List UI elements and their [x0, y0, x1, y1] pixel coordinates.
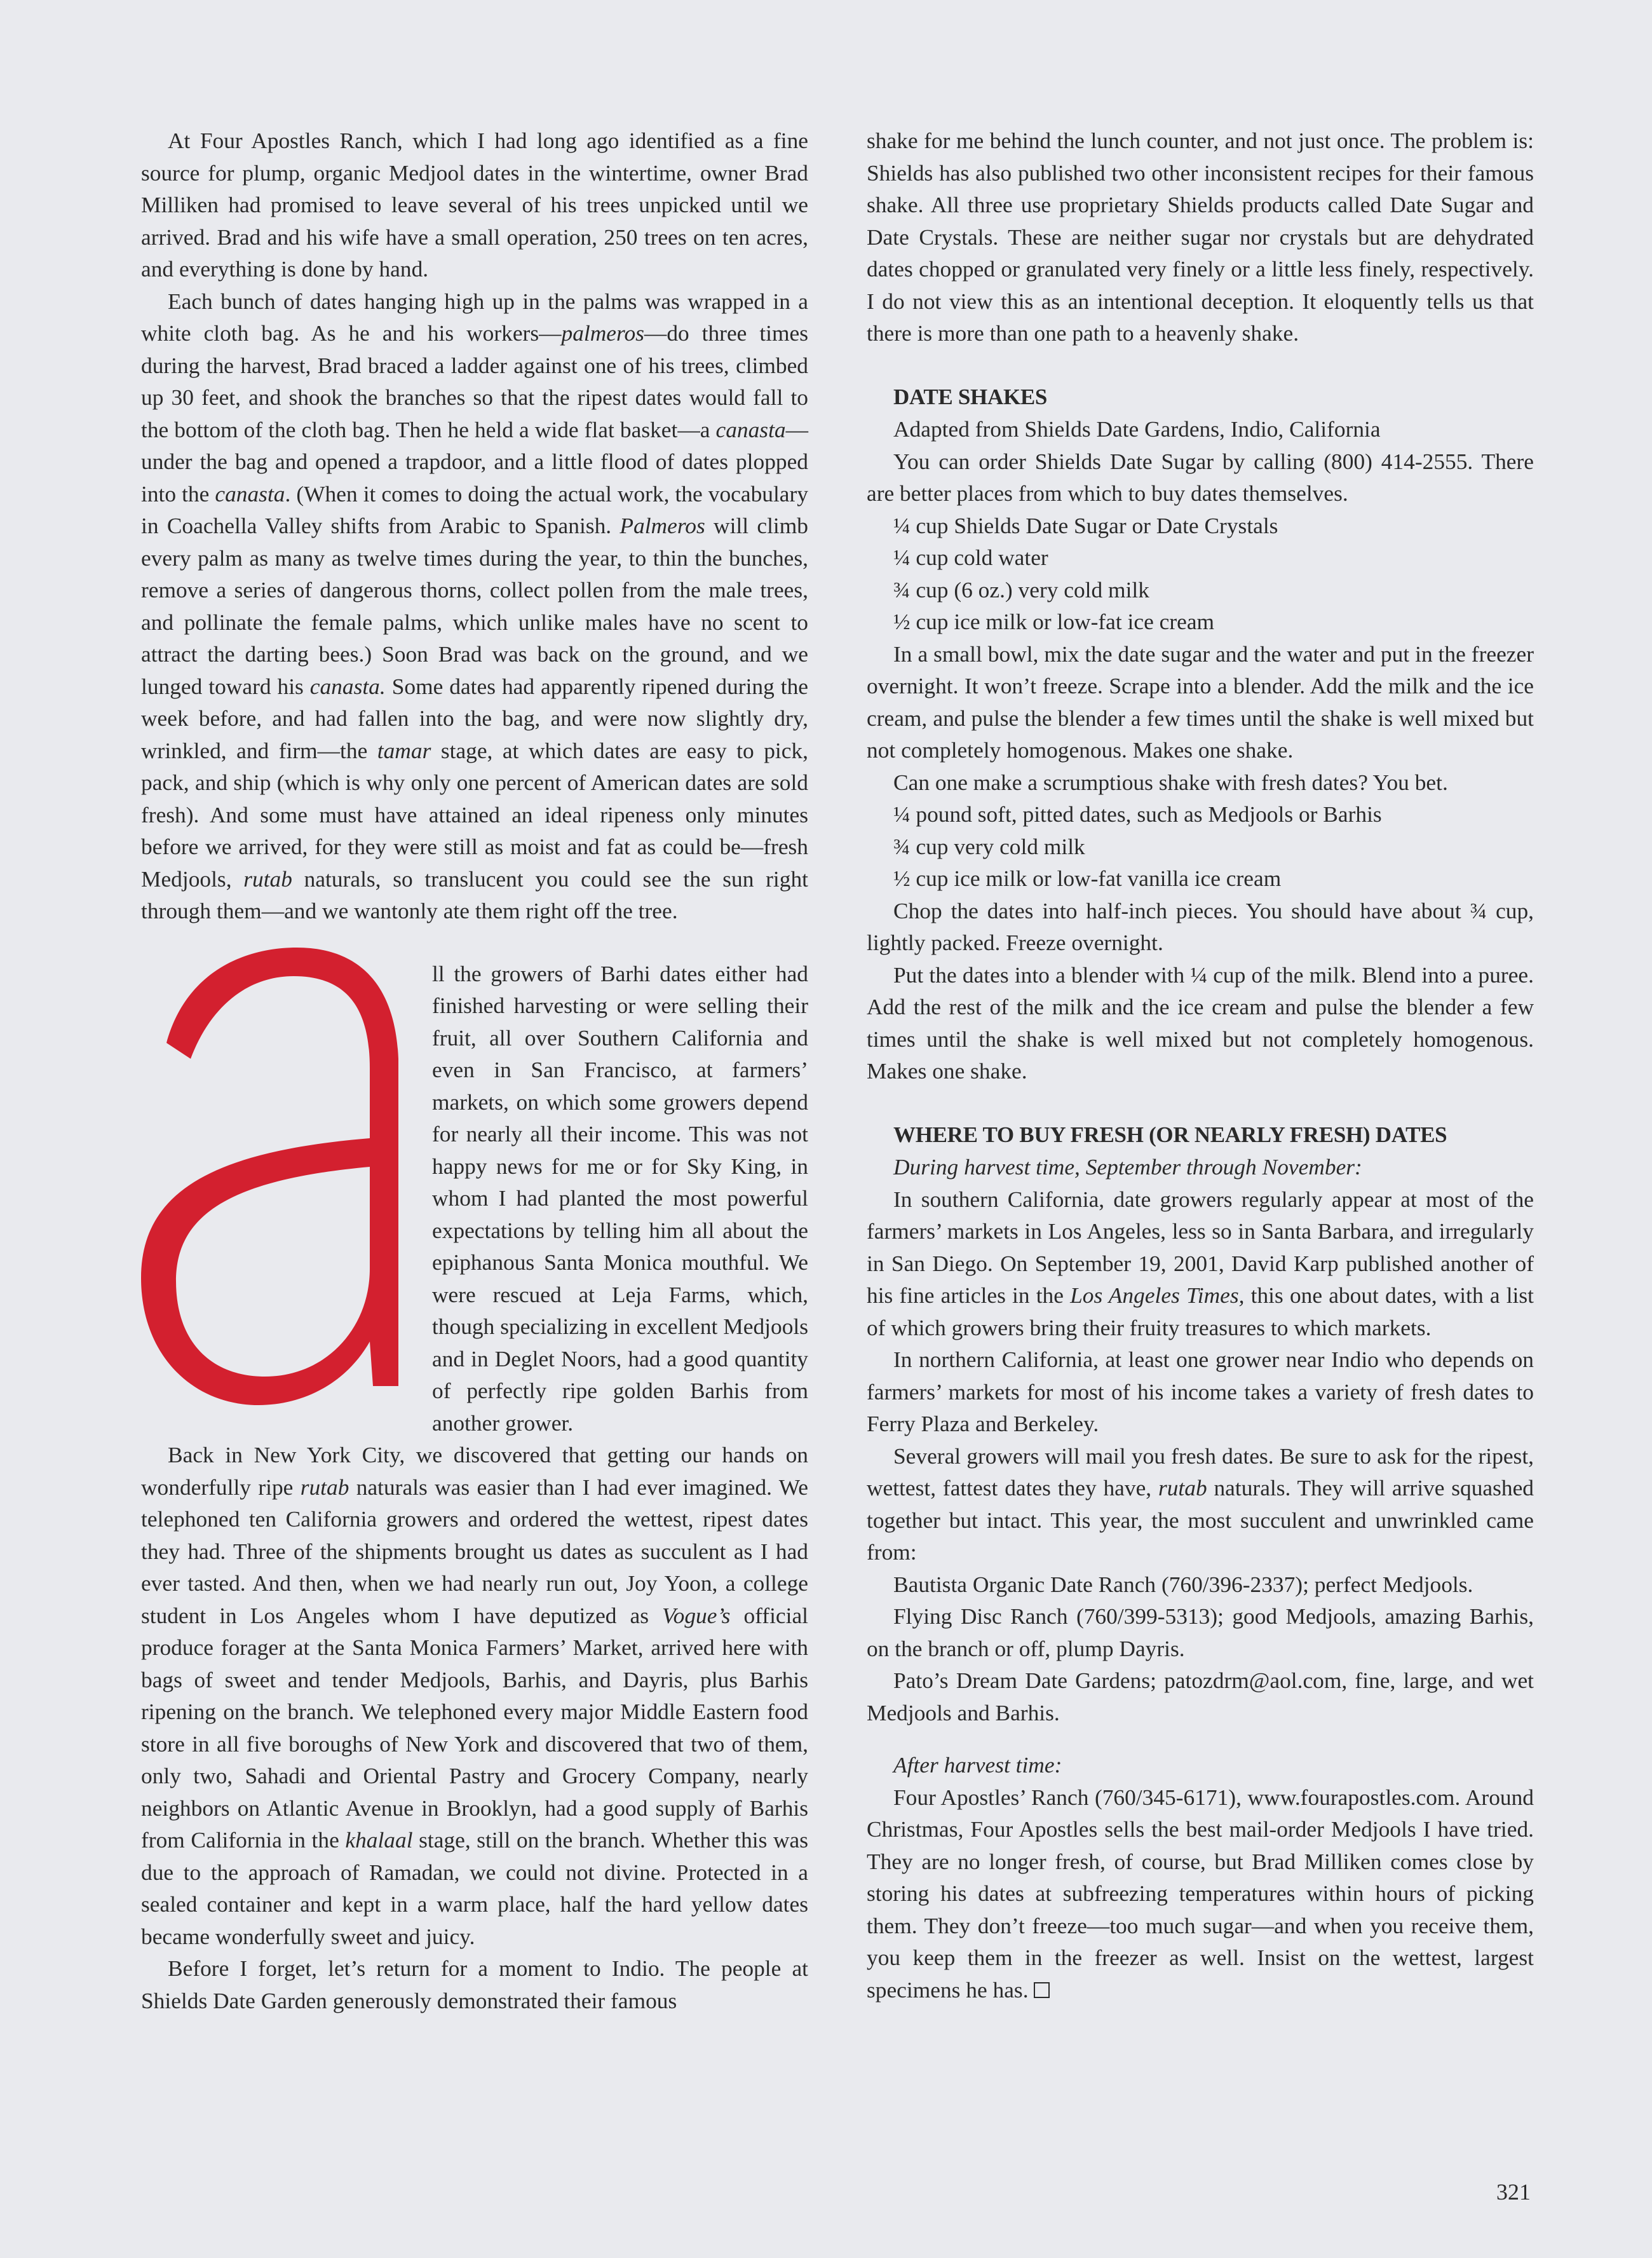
- subheading: After harvest time:: [893, 1752, 1062, 1778]
- ingredient-line: ¾ cup (6 oz.) very cold milk: [893, 576, 1149, 602]
- paragraph: In northern California, at least one grower near Indio who depends on farmers’ markets for most of his income takes a variety of fresh dates to Ferry Plaza and Berkeley.: [867, 1347, 1534, 1436]
- subheading: During harvest time, September through November:: [893, 1154, 1362, 1180]
- source-entry: Pato’s Dream Date Gardens; patozdrm@aol.com, fine, large, and wet Medjools and Barhis.: [867, 1668, 1534, 1725]
- ingredient-line: ½ cup ice milk or low-fat ice cream: [893, 609, 1215, 634]
- ingredient-line: ¼ cup cold water: [893, 545, 1048, 570]
- right-column: [867, 125, 1534, 2006]
- source-entry: Bautista Organic Date Ranch (760/396-2337); perfect Medjools.: [893, 1571, 1473, 1597]
- paragraph: Four Apostles’ Ranch (760/345-6171), www.fourapostles.com. Around Christmas, Four Apostles sells the best mail-order Medjools I have tried. They are no longer fresh, of course, but Brad Milliken comes close by storing his dates at subfreezing temperatures within hours of picking them. They don’t freeze—too much sugar—and when you receive them, you keep them in the freezer as well. Insist on the wettest, largest specimens he has.: [867, 1784, 1534, 2003]
- recipe-note: You can order Shields Date Sugar by calling (800) 414-2555. There are better places from which to buy dates themselves.: [867, 448, 1534, 506]
- paragraph: Each bunch of dates hanging high up in the palms was wrapped in a white cloth bag. As he and his workers—palmeros—do three times during the harvest, Brad braced a ladder against one of his trees, climbed up 30 feet, and shook the branches so that the ripest dates would fall to the bottom of the cloth bag. Then he held a wide flat basket—a canasta—under the bag and opened a trapdoor, and a little flood of dates plopped into the canasta. (When it comes to doing the actual work, the vocabulary in Coachella Valley shifts from Arabic to Spanish. Palmeros will climb every palm as many as twelve times during the year, to thin the bunches, remove a series of dangerous thorns, collect pollen from the male trees, and pollinate the female palms, which unlike males have no scent to attract the darting bees.) Soon Brad was back on the ground, and we lunged toward his canasta. Some dates had apparently ripened during the week before, and had fallen into the bag, and were now slightly dry, wrinkled, and firm—the tamar stage, at which dates are easy to pick, pack, and ship (which is why only one percent of American dates are sold fresh). And some must have attained an ideal ripeness only minutes before we arrived, for they were still as moist and fat as could be—fresh Medjools, rutab naturals, so translucent you could see the sun right through them—and we wantonly ate them right off the tree.: [141, 288, 808, 923]
- paragraph: Several growers will mail you fresh dates. Be sure to ask for the ripest, wettest, fattest dates they have, rutab naturals. They will arrive squashed together but intact. This year, the most succulent and unwrinkled came from:: [867, 1443, 1534, 1565]
- paragraph: Back in New York City, we discovered that getting our hands on wonderfully ripe rutab naturals was easier than I had ever imagined. We telephoned ten California growers and ordered the wettest, ripest dates they had. Three of the shipments brought us dates as succulent as I had ever tasted. And then, when we had nearly run out, Joy Yoon, a college student in Los Angeles whom I have deputized as Vogue’s official produce forager at the Santa Monica Farmers’ Market, arrived here with bags of sweet and tender Medjools, Barhis, and Dayris, plus Barhis ripening on the branch. We telephoned every major Middle Eastern food store in all five boroughs of New York and discovered that two of them, only two, Sahadi and Oriental Pastry and Grocery Company, nearly neighbors on Atlantic Avenue in Brooklyn, had a good supply of Barhis from California in the khalaal stage, still on the branch. Whether this was due to the approach of Ramadan, we could not divine. Protected in a sealed container and kept in a warm place, half the hard yellow dates became wonderfully sweet and juicy.: [141, 1442, 808, 1949]
- ingredient-line: ¼ pound soft, pitted dates, such as Medjools or Barhis: [893, 801, 1382, 827]
- recipe-method: Put the dates into a blender with ¼ cup of the milk. Blend into a puree. Add the rest of the milk and the ice cream and pulse the blender a few times until the shake is well mixed but not completely homogenous. Makes one shake.: [867, 962, 1534, 1084]
- dropcap-section: [141, 958, 808, 1439]
- source-entry: Flying Disc Ranch (760/399-5313); good Medjools, amazing Barhis, on the branch or off, plump Dayris.: [867, 1603, 1534, 1661]
- section-heading: WHERE TO BUY FRESH (OR NEARLY FRESH) DATES: [893, 1122, 1447, 1147]
- recipe-source: Adapted from Shields Date Gardens, Indio, California: [893, 416, 1381, 442]
- recipe-heading: DATE SHAKES: [893, 384, 1048, 409]
- ingredient-line: ½ cup ice milk or low-fat vanilla ice cream: [893, 866, 1282, 891]
- paragraph: In southern California, date growers regularly appear at most of the farmers’ markets in Los Angeles, less so in Santa Barbara, and irregularly in San Diego. On September 19, 2001, David Karp published another of his fine articles in the Los Angeles Times, this one about dates, with a list of which growers bring their fruity treasures to which markets.: [867, 1186, 1534, 1340]
- end-mark-icon: [1034, 1982, 1050, 1998]
- paragraph: ll the growers of Barhi dates either had finished harvesting or were selling their fruit, all over Southern California and even in San Francisco, at farmers’ markets, on which some growers depend for nearly all their income. This was not happy news for me or for Sky King, in whom I had planted the most powerful expectations by telling him all about the epiphanous Santa Monica mouthful. We were rescued at Leja Farms, which, though specializing in excellent Medjools and in Deglet Noors, had a good quantity of perfectly ripe golden Barhis from another grower.: [432, 960, 808, 1436]
- dropcap-letter: [141, 948, 427, 1415]
- page-number: 321: [1496, 2179, 1531, 2205]
- recipe-method: Chop the dates into half-inch pieces. You should have about ¾ cup, lightly packed. Freeze overnight.: [867, 897, 1534, 955]
- ingredient-line: ¾ cup very cold milk: [893, 833, 1085, 859]
- paragraph: At Four Apostles Ranch, which I had long ago identified as a fine source for plump, organic Medjool dates in the wintertime, owner Brad Milliken had promised to leave several of his trees unpicked until we arrived. Brad and his wife have a small operation, 250 trees on ten acres, and everything is done by hand.: [141, 128, 808, 282]
- paragraph: Can one make a scrumptious shake with fresh dates? You bet.: [893, 769, 1448, 795]
- paragraph: Before I forget, let’s return for a moment to Indio. The people at Shields Date Garden generously demonstrated their famous: [141, 1955, 808, 2013]
- left-column: [141, 125, 808, 2017]
- paragraph: shake for me behind the lunch counter, and not just once. The problem is: Shields has also published two other inconsistent recipes for their famous shake. All three use proprietary Shields products called Date Sugar and Date Crystals. These are neither sugar nor crystals but are dehydrated dates chopped or granulated very finely or a little less finely, respectively. I do not view this as an intentional deception. It eloquently tells us that there is more than one path to a heavenly shake.: [867, 128, 1534, 346]
- ingredient-line: ¼ cup Shields Date Sugar or Date Crystals: [893, 512, 1278, 538]
- recipe-method: In a small bowl, mix the date sugar and the water and put in the freezer overnight. It won’t freeze. Scrape into a blender. Add the milk and the ice cream, and pulse the blender a few times until the shake is well mixed but not completely homogenous. Makes one shake.: [867, 641, 1534, 763]
